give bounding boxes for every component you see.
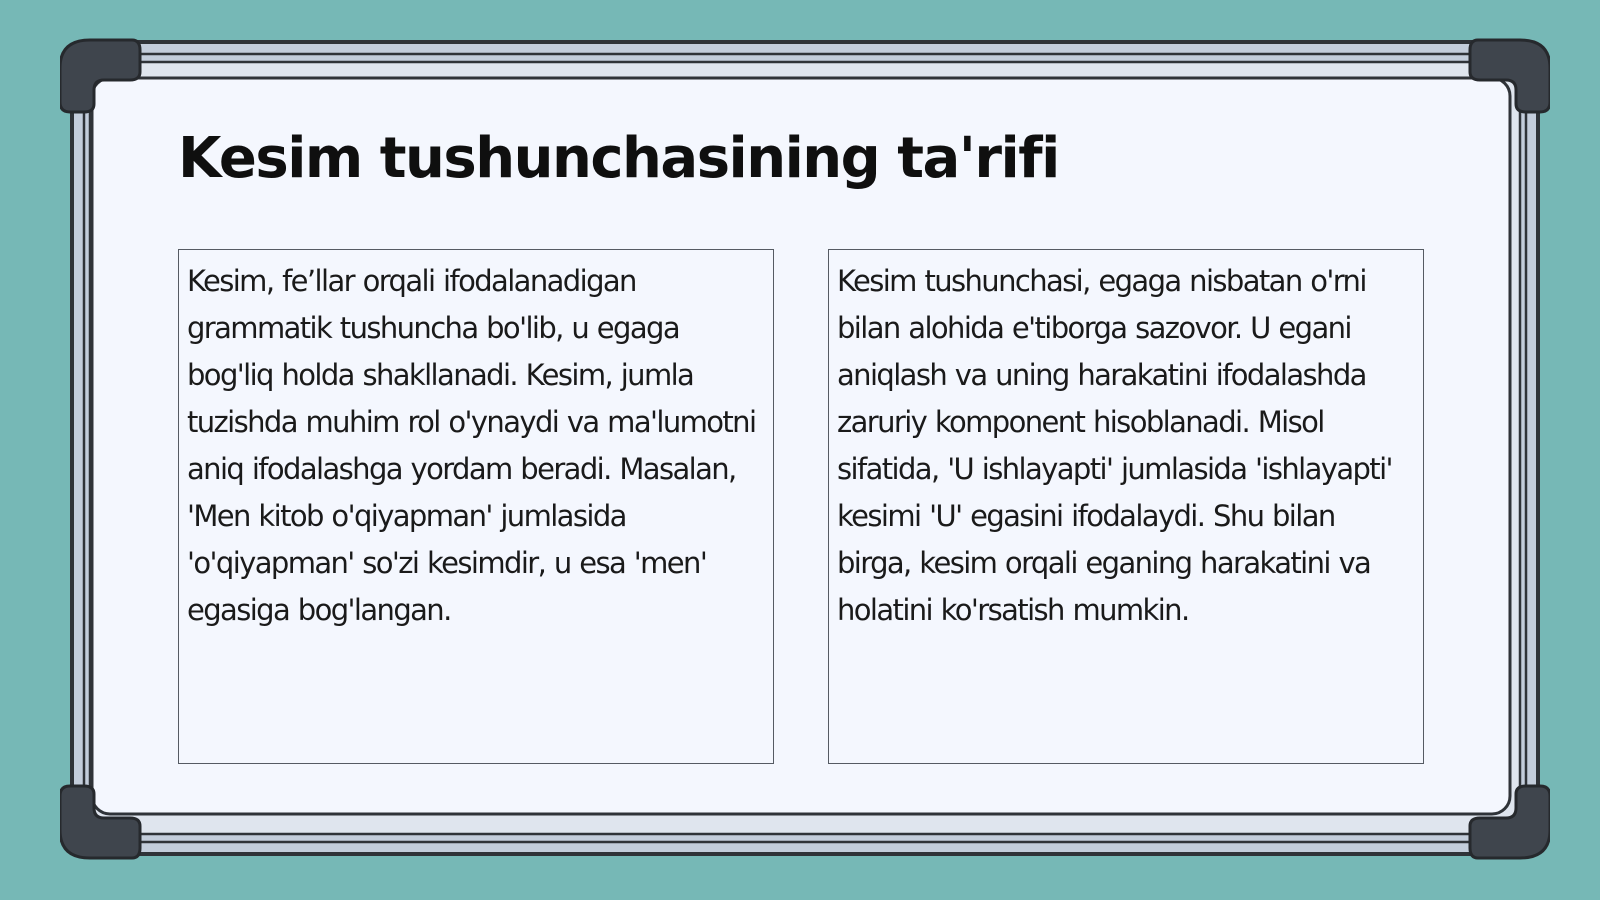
left-paragraph: Kesim, fe’llar orqali ifodalanadigan grammatik tushuncha bo'lib, u egaga bog'liq holda shakllanadi. Kesim, jumla tuzishda muhim rol o'ynaydi va ma'lumotni aniq ifodalashga yordam beradi. Masalan, 'Men kitob o'qiyapman' jumlasida 'o'qiyapman' so'zi kesimdir, u esa 'men' egasiga bog'langan.: [187, 264, 756, 627]
left-text-box: [178, 249, 774, 764]
right-text-box: [828, 249, 1424, 764]
slide-title: Kesim tushunchasining ta'rifi: [178, 126, 1059, 191]
right-paragraph: Kesim tushunchasi, egaga nisbatan o'rni bilan alohida e'tiborga sazovor. U egani aniqlash va uning harakatini ifodalashda zaruriy komponent hisoblanadi. Misol sifatida, 'U ishlayapti' jumlasida 'ishlayapti' kesimi 'U' egasini ifodalaydi. Shu bilan birga, kesim orqali eganing harakatini va holatini ko'rsatish mumkin.: [837, 264, 1392, 627]
